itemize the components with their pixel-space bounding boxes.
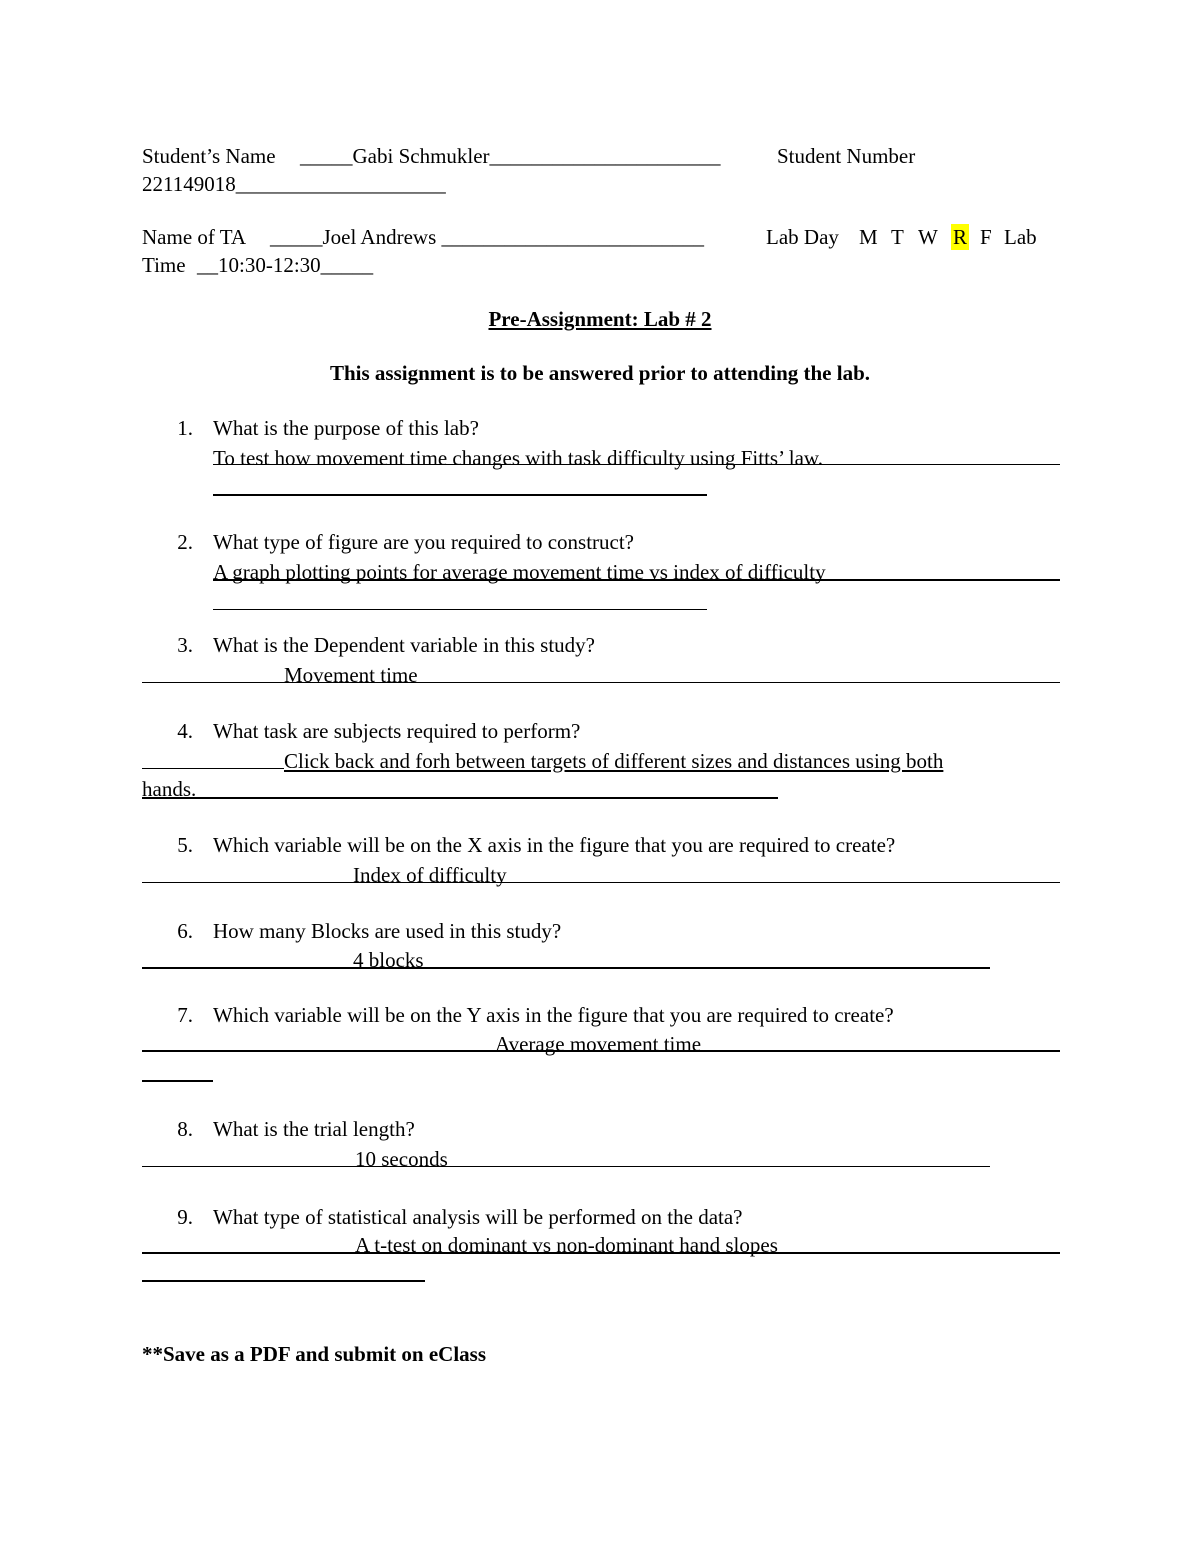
answer-underline — [142, 682, 1060, 683]
answer-text: Index of difficulty — [353, 863, 507, 887]
answer-underline — [142, 1080, 213, 1082]
page-subtitle: This assignment is to be answered prior to attending the lab. — [329, 361, 871, 385]
question-text: What is the Dependent variable in this study? — [213, 633, 595, 657]
student-name-value: _____Gabi Schmukler______________________ — [300, 144, 721, 168]
answer-underline — [142, 967, 990, 969]
answer-text: 4 blocks — [353, 948, 424, 972]
question-text: What is the purpose of this lab? — [213, 416, 479, 440]
answer-underline — [142, 797, 778, 799]
answer-text: 10 seconds — [355, 1147, 448, 1171]
time-value: __10:30-12:30_____ — [197, 253, 374, 277]
student-name-label: Student’s Name — [142, 144, 276, 168]
question-text: What task are subjects required to perform? — [213, 719, 581, 743]
question-number: 1. — [177, 416, 193, 440]
question-number: 8. — [177, 1117, 193, 1141]
answer-underline — [142, 768, 284, 769]
student-number-value: 221149018____________________ — [142, 172, 446, 196]
day-r-selected: R — [953, 225, 968, 249]
answer-underline — [142, 1252, 1060, 1254]
answer-underline — [142, 1166, 990, 1167]
answer-text: A graph plotting points for average movement time vs index of difficulty — [213, 560, 826, 584]
answer-underline — [142, 1280, 425, 1282]
time-label: Time — [142, 253, 186, 277]
answer-underline — [213, 494, 707, 496]
question-number: 6. — [177, 919, 193, 943]
submit-note: **Save as a PDF and submit on eClass — [142, 1342, 487, 1366]
answer-text: To test how movement time changes with task difficulty using Fitts’ law. — [213, 446, 823, 470]
day-f: F — [980, 225, 992, 249]
question-number: 9. — [177, 1205, 193, 1229]
question-text: What type of statistical analysis will be performed on the data? — [213, 1205, 743, 1229]
question-text: What type of figure are you required to construct? — [213, 530, 634, 554]
answer-underline — [142, 1050, 1060, 1052]
lab-day-label: Lab Day — [766, 225, 839, 249]
answer-text: Average movement time — [495, 1032, 702, 1056]
day-m: M — [859, 225, 878, 249]
answer-underline — [213, 609, 707, 610]
ta-label: Name of TA — [142, 225, 247, 249]
question-number: 4. — [177, 719, 193, 743]
answer-text: Click back and forh between targets of different sizes and distances using both — [284, 749, 944, 773]
answer-underline — [213, 579, 1060, 581]
day-t: T — [891, 225, 904, 249]
question-number: 7. — [177, 1003, 193, 1027]
answer-text-continued: hands. — [142, 777, 197, 801]
question-number: 2. — [177, 530, 193, 554]
student-number-label: Student Number — [777, 144, 916, 168]
answer-underline — [213, 464, 1060, 465]
answer-text: Movement time — [284, 663, 418, 687]
ta-value: _____Joel Andrews _________________________ — [270, 225, 704, 249]
day-w: W — [918, 225, 938, 249]
answer-text: A t-test on dominant vs non-dominant hand slopes — [355, 1233, 778, 1257]
page-title: Pre-Assignment: Lab # 2 — [488, 307, 712, 331]
question-number: 3. — [177, 633, 193, 657]
question-number: 5. — [177, 833, 193, 857]
question-text: What is the trial length? — [213, 1117, 415, 1141]
answer-underline — [142, 882, 1060, 883]
question-text: Which variable will be on the Y axis in the figure that you are required to create? — [213, 1003, 894, 1027]
question-text: How many Blocks are used in this study? — [213, 919, 562, 943]
lab-label: Lab — [1004, 225, 1037, 249]
question-text: Which variable will be on the X axis in the figure that you are required to create? — [213, 833, 896, 857]
